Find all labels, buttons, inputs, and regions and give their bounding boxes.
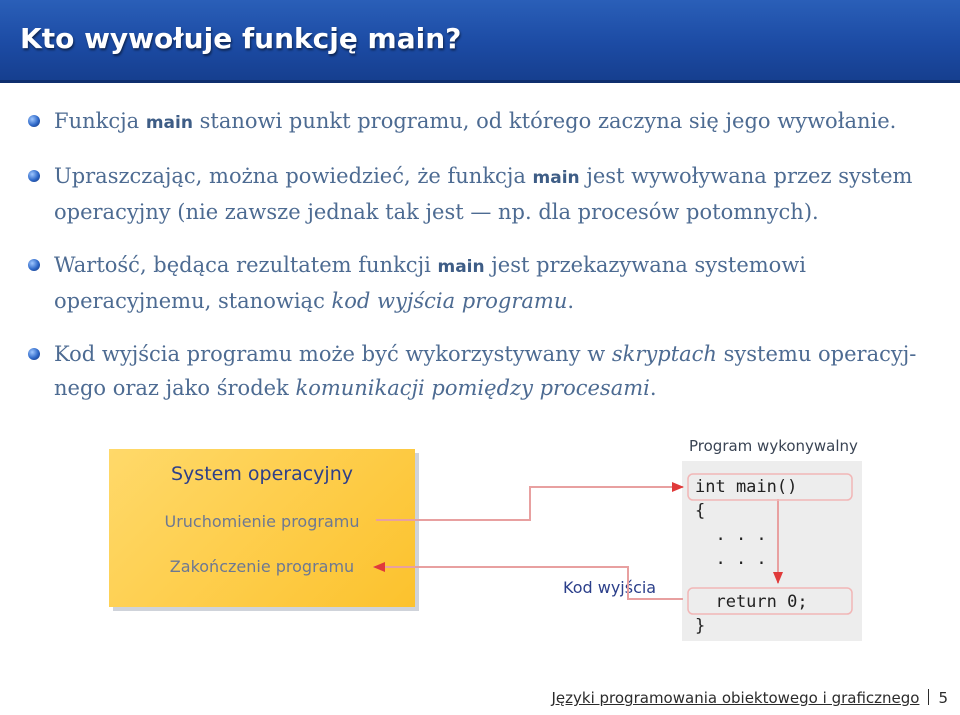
start-arrow xyxy=(376,487,683,520)
bullet-text: Funkcja xyxy=(54,109,146,133)
return-highlight xyxy=(688,588,852,614)
course-title: Języki programowania obiektowego i graficznego xyxy=(551,689,920,707)
bullet-emphasis: komunikacji pomiędzy procesami xyxy=(295,376,650,400)
bullet-text: jest wywoływana przez system operacyjny (nie zawsze jednak tak jest — np. dla procesów potomnych). xyxy=(54,164,913,224)
main-highlight xyxy=(688,474,852,500)
keyword-main: main xyxy=(437,257,485,277)
code-line: return 0; xyxy=(695,592,808,612)
bullet-text: Upraszczając, można powiedzieć, że funkcja xyxy=(54,164,533,188)
bullet-text: stanowi punkt programu, od którego zaczyna się jego wywołanie. xyxy=(192,109,897,133)
start-program-label: Uruchomienie programu xyxy=(164,512,360,531)
bullet-emphasis: kod wyjścia programu xyxy=(331,289,568,313)
code-line: int main() xyxy=(695,477,798,497)
bullet-text: Wartość, będąca rezultatem funkcji xyxy=(54,253,438,277)
os-title: System operacyjny xyxy=(171,463,353,485)
slide-footer xyxy=(552,689,949,707)
exit-code-label: Kod wyjścia xyxy=(563,578,657,597)
end-program-label: Zakończenie programu xyxy=(169,557,355,576)
keyword-main: main xyxy=(532,168,580,188)
return-arrow xyxy=(374,567,683,599)
code-line: . . . xyxy=(695,549,767,569)
footer-divider xyxy=(928,689,929,705)
bullet-text: . xyxy=(567,289,575,313)
page-number: 5 xyxy=(938,689,948,707)
code-line: { xyxy=(695,501,706,521)
code-line: . . . xyxy=(695,525,767,545)
bullet-text: . xyxy=(649,376,657,400)
code-line: } xyxy=(695,616,706,636)
program-label: Program wykonywalny xyxy=(689,437,858,455)
bullet-emphasis: skryptach xyxy=(611,342,717,366)
keyword-main: main xyxy=(145,113,193,133)
bullet-text: Kod wyjścia programu może być wykorzystywany w xyxy=(54,342,612,366)
bullet-text: systemu operacyj-nego oraz jako środek xyxy=(54,342,917,400)
bullet-text: jest przekazywana systemowi operacyjnemu, stanowiąc xyxy=(54,253,807,313)
slide-title: Kto wywołuje funkcję main? xyxy=(20,22,462,55)
